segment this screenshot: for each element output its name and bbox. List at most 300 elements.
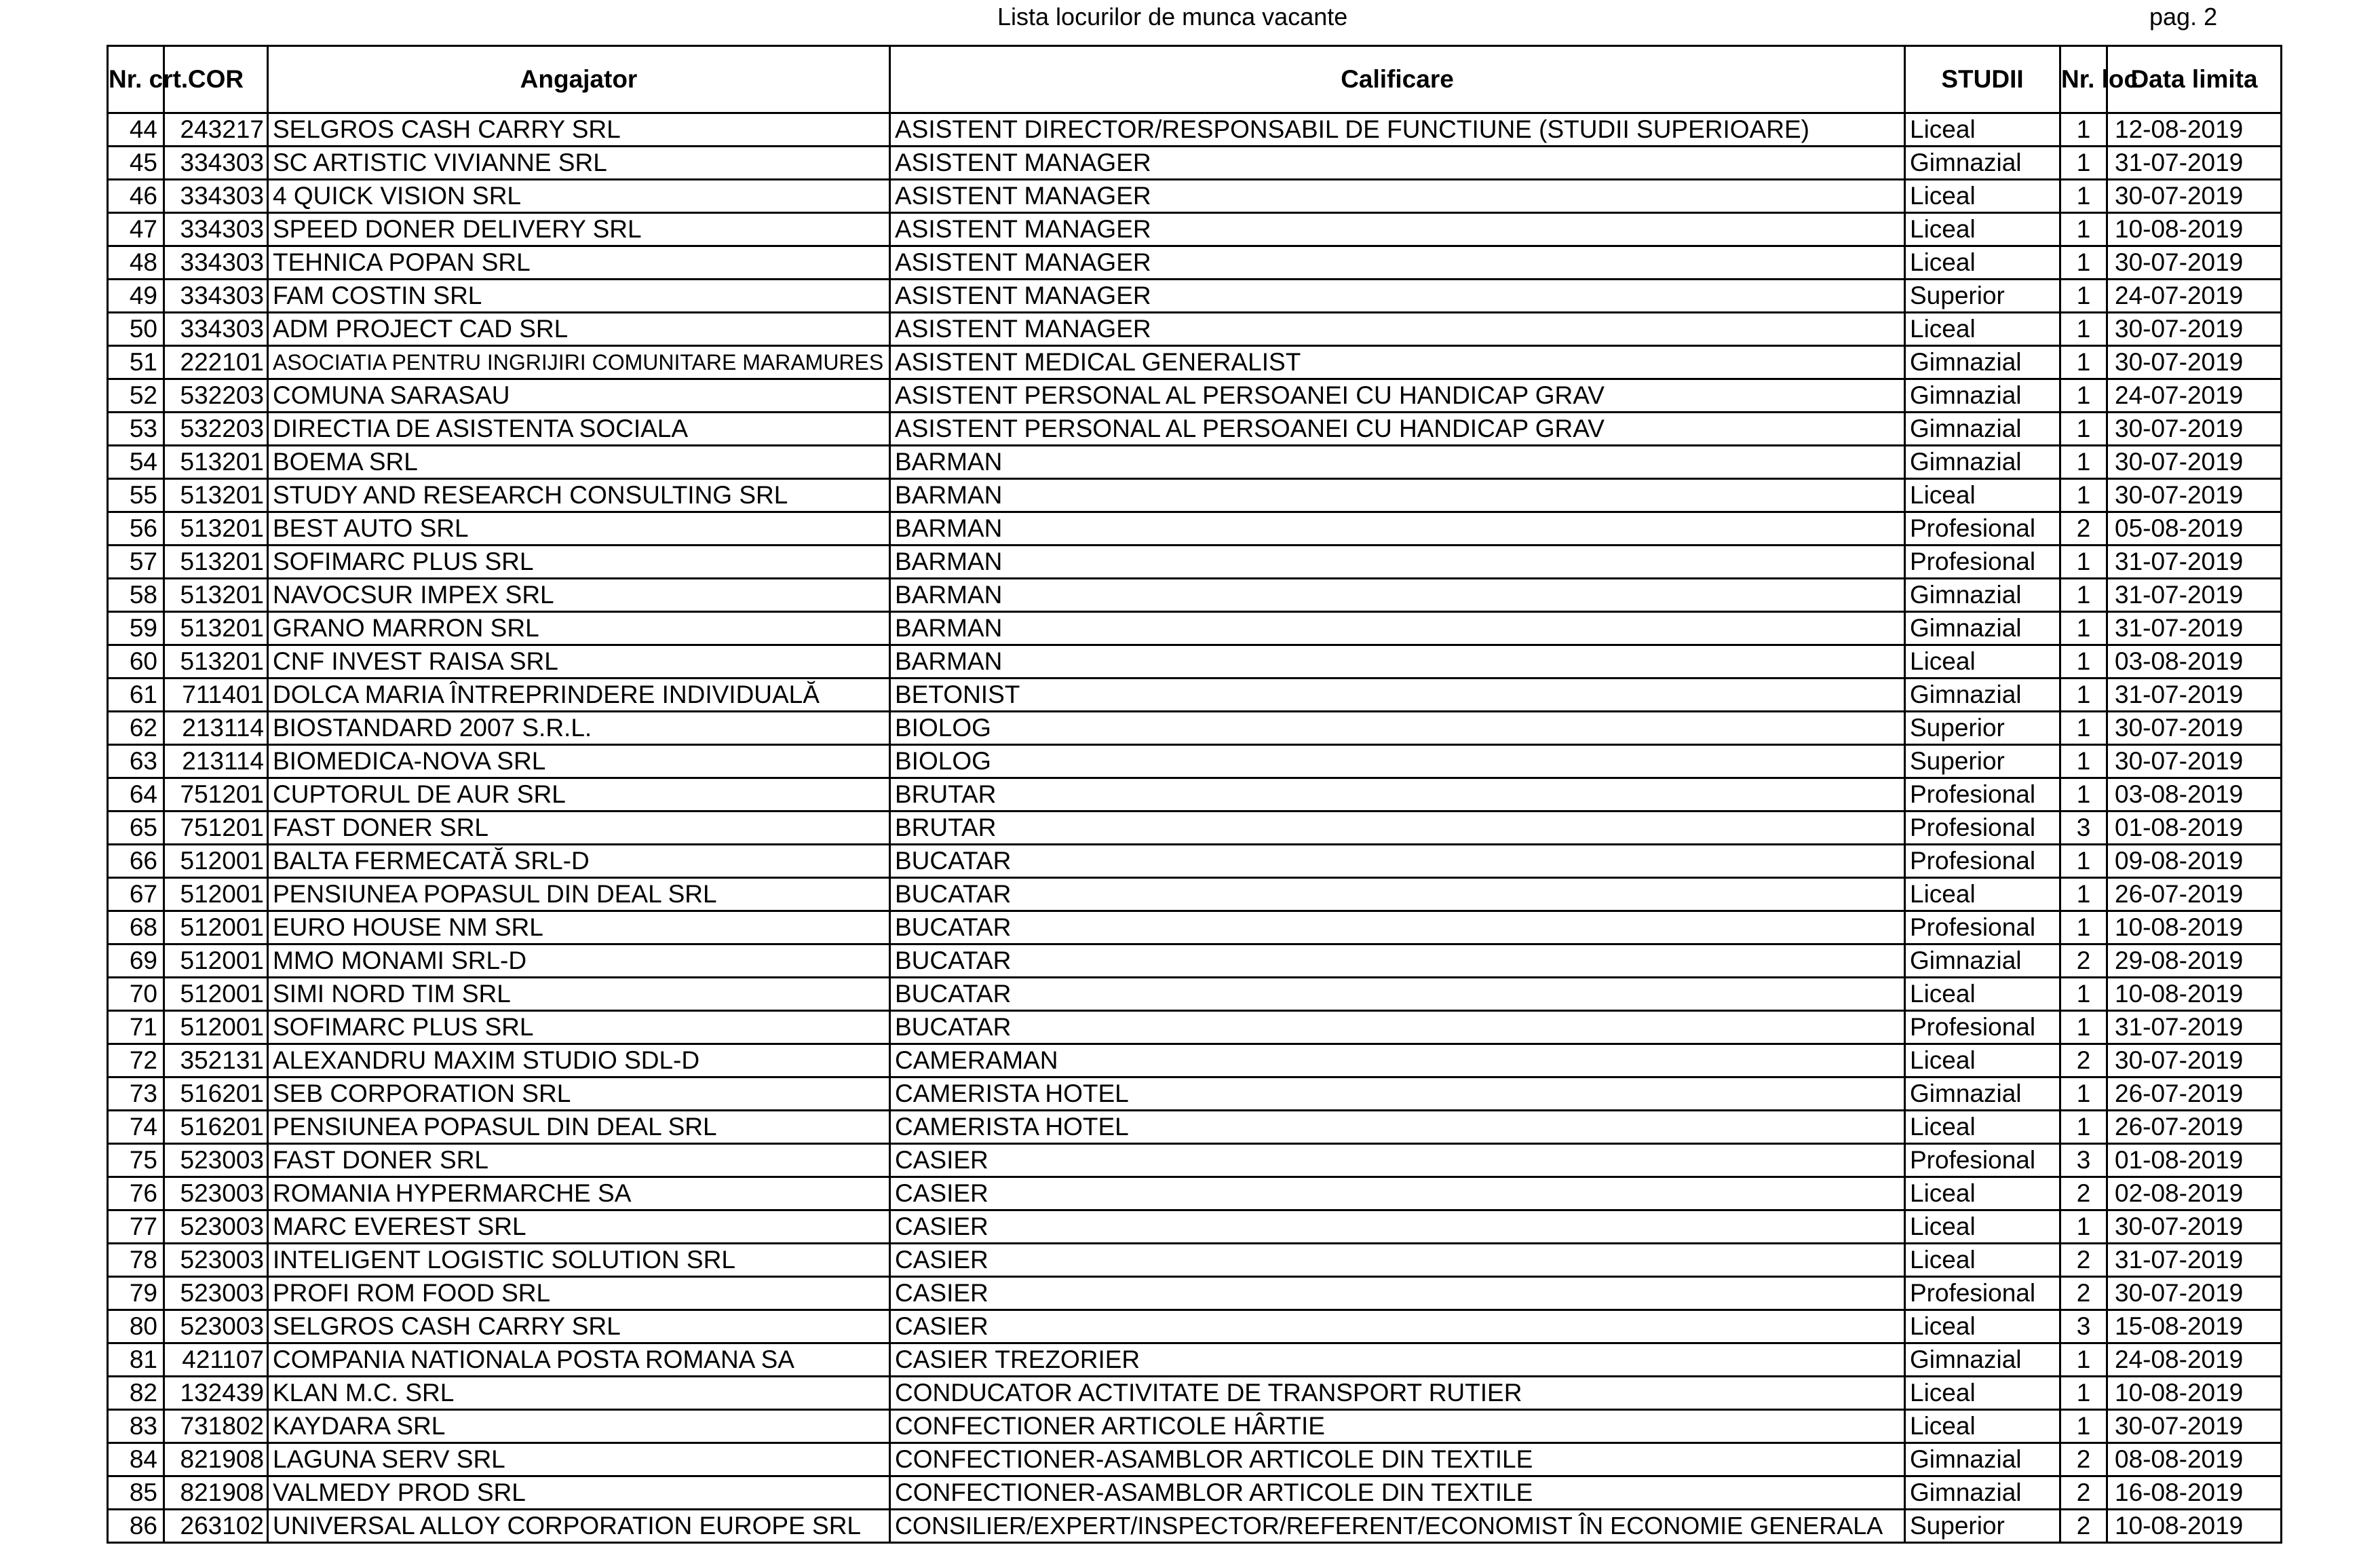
table-row	[108, 944, 2282, 978]
cell-calificare: BARMAN	[890, 512, 1905, 546]
cell-studii: Gimnazial	[1905, 579, 2060, 612]
cell-studii: Gimnazial	[1905, 1476, 2060, 1510]
cell-data-limita: 31-07-2019	[2107, 1011, 2282, 1044]
cell-nr-crt: 86	[108, 1510, 164, 1543]
cell-studii: Liceal	[1905, 313, 2060, 346]
cell-studii: Gimnazial	[1905, 147, 2060, 180]
cell-cor: 334303	[164, 313, 268, 346]
cell-nr-loc: 3	[2060, 811, 2107, 845]
cell-studii: Liceal	[1905, 246, 2060, 280]
cell-angajator: BOEMA SRL	[268, 446, 890, 479]
table-row	[108, 1510, 2282, 1543]
cell-calificare: ASISTENT MANAGER	[890, 147, 1905, 180]
cell-nr-crt: 63	[108, 745, 164, 778]
cell-data-limita: 31-07-2019	[2107, 1244, 2282, 1277]
cell-studii: Liceal	[1905, 645, 2060, 679]
cell-calificare: BARMAN	[890, 612, 1905, 645]
cell-nr-crt: 73	[108, 1077, 164, 1111]
cell-cor: 523003	[164, 1244, 268, 1277]
cell-calificare: CONFECTIONER-ASAMBLOR ARTICOLE DIN TEXTILE	[890, 1443, 1905, 1476]
table-row	[108, 1443, 2282, 1476]
cell-studii: Gimnazial	[1905, 944, 2060, 978]
cell-nr-loc: 1	[2060, 778, 2107, 811]
cell-data-limita: 03-08-2019	[2107, 645, 2282, 679]
cell-angajator: FAST DONER SRL	[268, 1144, 890, 1177]
cell-angajator: SEB CORPORATION SRL	[268, 1077, 890, 1111]
cell-data-limita: 02-08-2019	[2107, 1177, 2282, 1210]
cell-data-limita: 30-07-2019	[2107, 1210, 2282, 1244]
table-row	[108, 612, 2282, 645]
cell-studii: Superior	[1905, 280, 2060, 313]
table-row	[108, 1377, 2282, 1410]
cell-angajator: FAST DONER SRL	[268, 811, 890, 845]
cell-studii: Liceal	[1905, 1111, 2060, 1144]
cell-nr-loc: 1	[2060, 479, 2107, 512]
cell-studii: Liceal	[1905, 1310, 2060, 1343]
cell-cor: 513201	[164, 446, 268, 479]
cell-nr-loc: 1	[2060, 1343, 2107, 1377]
cell-calificare: CASIER	[890, 1177, 1905, 1210]
cell-calificare: BUCATAR	[890, 878, 1905, 911]
cell-nr-crt: 79	[108, 1277, 164, 1310]
cell-nr-crt: 65	[108, 811, 164, 845]
cell-angajator: EURO HOUSE NM SRL	[268, 911, 890, 944]
cell-nr-crt: 69	[108, 944, 164, 978]
table-row	[108, 1044, 2282, 1077]
cell-angajator: STUDY AND RESEARCH CONSULTING SRL	[268, 479, 890, 512]
cell-nr-loc: 2	[2060, 512, 2107, 546]
cell-nr-loc: 2	[2060, 1510, 2107, 1543]
cell-cor: 512001	[164, 944, 268, 978]
cell-data-limita: 26-07-2019	[2107, 1111, 2282, 1144]
cell-cor: 512001	[164, 1011, 268, 1044]
cell-angajator: TEHNICA POPAN SRL	[268, 246, 890, 280]
cell-cor: 213114	[164, 712, 268, 745]
cell-nr-crt: 76	[108, 1177, 164, 1210]
cell-cor: 213114	[164, 745, 268, 778]
cell-nr-crt: 51	[108, 346, 164, 379]
cell-calificare: ASISTENT MANAGER	[890, 180, 1905, 213]
cell-nr-loc: 1	[2060, 180, 2107, 213]
cell-studii: Liceal	[1905, 1210, 2060, 1244]
cell-cor: 532203	[164, 379, 268, 413]
cell-nr-loc: 1	[2060, 313, 2107, 346]
cell-studii: Profesional	[1905, 512, 2060, 546]
cell-data-limita: 30-07-2019	[2107, 712, 2282, 745]
cell-calificare: ASISTENT PERSONAL AL PERSOANEI CU HANDICAP GRAV	[890, 413, 1905, 446]
cell-studii: Liceal	[1905, 113, 2060, 147]
cell-angajator: SELGROS CASH CARRY SRL	[268, 113, 890, 147]
cell-calificare: CAMERAMAN	[890, 1044, 1905, 1077]
cell-cor: 352131	[164, 1044, 268, 1077]
cell-nr-crt: 46	[108, 180, 164, 213]
table-row	[108, 1410, 2282, 1443]
cell-nr-crt: 71	[108, 1011, 164, 1044]
cell-angajator: COMUNA SARASAU	[268, 379, 890, 413]
cell-nr-loc: 1	[2060, 379, 2107, 413]
cell-cor: 523003	[164, 1144, 268, 1177]
cell-studii: Profesional	[1905, 1277, 2060, 1310]
cell-studii: Liceal	[1905, 479, 2060, 512]
cell-nr-loc: 1	[2060, 246, 2107, 280]
cell-nr-crt: 60	[108, 645, 164, 679]
cell-nr-crt: 54	[108, 446, 164, 479]
cell-angajator: PENSIUNEA POPASUL DIN DEAL SRL	[268, 878, 890, 911]
cell-studii: Liceal	[1905, 180, 2060, 213]
cell-studii: Liceal	[1905, 1044, 2060, 1077]
cell-cor: 512001	[164, 911, 268, 944]
header-calificare: Calificare	[890, 46, 1905, 113]
cell-calificare: BRUTAR	[890, 778, 1905, 811]
cell-nr-loc: 1	[2060, 1011, 2107, 1044]
cell-data-limita: 24-07-2019	[2107, 280, 2282, 313]
cell-nr-loc: 1	[2060, 413, 2107, 446]
cell-cor: 243217	[164, 113, 268, 147]
cell-angajator: BEST AUTO SRL	[268, 512, 890, 546]
table-row	[108, 1111, 2282, 1144]
cell-angajator: DOLCA MARIA ÎNTREPRINDERE INDIVIDUALĂ	[268, 679, 890, 712]
cell-angajator: PROFI ROM FOOD SRL	[268, 1277, 890, 1310]
page-header	[0, 0, 2380, 34]
cell-data-limita: 08-08-2019	[2107, 1443, 2282, 1476]
cell-studii: Liceal	[1905, 978, 2060, 1011]
cell-nr-crt: 52	[108, 379, 164, 413]
table-row	[108, 346, 2282, 379]
cell-data-limita: 16-08-2019	[2107, 1476, 2282, 1510]
cell-data-limita: 31-07-2019	[2107, 147, 2282, 180]
cell-nr-crt: 53	[108, 413, 164, 446]
table-row	[108, 1277, 2282, 1310]
cell-cor: 334303	[164, 147, 268, 180]
cell-nr-crt: 49	[108, 280, 164, 313]
cell-calificare: ASISTENT DIRECTOR/RESPONSABIL DE FUNCTIUNE (STUDII SUPERIOARE)	[890, 113, 1905, 147]
cell-cor: 334303	[164, 213, 268, 246]
cell-calificare: ASISTENT MANAGER	[890, 280, 1905, 313]
cell-nr-crt: 72	[108, 1044, 164, 1077]
cell-data-limita: 30-07-2019	[2107, 479, 2282, 512]
cell-studii: Gimnazial	[1905, 612, 2060, 645]
cell-calificare: BARMAN	[890, 479, 1905, 512]
cell-calificare: CASIER	[890, 1277, 1905, 1310]
table-row	[108, 246, 2282, 280]
cell-angajator: BIOMEDICA-NOVA SRL	[268, 745, 890, 778]
cell-studii: Gimnazial	[1905, 1443, 2060, 1476]
cell-data-limita: 30-07-2019	[2107, 446, 2282, 479]
cell-calificare: CASIER	[890, 1210, 1905, 1244]
cell-calificare: BRUTAR	[890, 811, 1905, 845]
table-row	[108, 379, 2282, 413]
cell-calificare: BIOLOG	[890, 712, 1905, 745]
cell-nr-crt: 84	[108, 1443, 164, 1476]
cell-nr-loc: 1	[2060, 1077, 2107, 1111]
cell-nr-loc: 1	[2060, 280, 2107, 313]
cell-nr-loc: 1	[2060, 679, 2107, 712]
cell-studii: Gimnazial	[1905, 446, 2060, 479]
cell-angajator: CNF INVEST RAISA SRL	[268, 645, 890, 679]
cell-data-limita: 30-07-2019	[2107, 1410, 2282, 1443]
table-row	[108, 811, 2282, 845]
cell-cor: 751201	[164, 811, 268, 845]
cell-cor: 523003	[164, 1210, 268, 1244]
cell-nr-loc: 1	[2060, 579, 2107, 612]
cell-calificare: CONFECTIONER ARTICOLE HÂRTIE	[890, 1410, 1905, 1443]
cell-nr-crt: 74	[108, 1111, 164, 1144]
cell-data-limita: 10-08-2019	[2107, 911, 2282, 944]
cell-data-limita: 30-07-2019	[2107, 346, 2282, 379]
table-row	[108, 1244, 2282, 1277]
document-title: Lista locurilor de munca vacante	[997, 3, 1348, 31]
cell-nr-loc: 2	[2060, 1044, 2107, 1077]
table-row	[108, 679, 2282, 712]
table-row	[108, 479, 2282, 512]
cell-cor: 751201	[164, 778, 268, 811]
cell-cor: 523003	[164, 1277, 268, 1310]
cell-cor: 711401	[164, 679, 268, 712]
cell-data-limita: 30-07-2019	[2107, 745, 2282, 778]
cell-cor: 513201	[164, 579, 268, 612]
cell-studii: Gimnazial	[1905, 413, 2060, 446]
cell-calificare: BUCATAR	[890, 978, 1905, 1011]
table-row	[108, 1177, 2282, 1210]
cell-nr-crt: 83	[108, 1410, 164, 1443]
cell-cor: 421107	[164, 1343, 268, 1377]
cell-angajator: COMPANIA NATIONALA POSTA ROMANA SA	[268, 1343, 890, 1377]
cell-calificare: CONSILIER/EXPERT/INSPECTOR/REFERENT/ECONOMIST ÎN ECONOMIE GENERALA	[890, 1510, 1905, 1543]
cell-nr-loc: 1	[2060, 113, 2107, 147]
cell-calificare: BARMAN	[890, 446, 1905, 479]
cell-cor: 512001	[164, 878, 268, 911]
cell-cor: 523003	[164, 1310, 268, 1343]
cell-nr-loc: 1	[2060, 878, 2107, 911]
cell-studii: Profesional	[1905, 845, 2060, 878]
cell-data-limita: 26-07-2019	[2107, 1077, 2282, 1111]
cell-studii: Profesional	[1905, 546, 2060, 579]
cell-calificare: CASIER	[890, 1244, 1905, 1277]
cell-cor: 516201	[164, 1077, 268, 1111]
cell-cor: 222101	[164, 346, 268, 379]
cell-nr-loc: 3	[2060, 1310, 2107, 1343]
table-row	[108, 579, 2282, 612]
cell-calificare: ASISTENT PERSONAL AL PERSOANEI CU HANDICAP GRAV	[890, 379, 1905, 413]
cell-calificare: BUCATAR	[890, 911, 1905, 944]
table-row	[108, 1476, 2282, 1510]
cell-nr-crt: 45	[108, 147, 164, 180]
cell-nr-loc: 1	[2060, 346, 2107, 379]
cell-cor: 513201	[164, 612, 268, 645]
cell-nr-loc: 1	[2060, 1210, 2107, 1244]
cell-calificare: BIOLOG	[890, 745, 1905, 778]
cell-calificare: ASISTENT MANAGER	[890, 313, 1905, 346]
table-row	[108, 546, 2282, 579]
cell-cor: 132439	[164, 1377, 268, 1410]
cell-studii: Gimnazial	[1905, 1343, 2060, 1377]
table-row	[108, 213, 2282, 246]
cell-angajator: MARC EVEREST SRL	[268, 1210, 890, 1244]
cell-cor: 523003	[164, 1177, 268, 1210]
cell-data-limita: 10-08-2019	[2107, 1510, 2282, 1543]
cell-cor: 334303	[164, 180, 268, 213]
cell-calificare: BUCATAR	[890, 845, 1905, 878]
cell-angajator: SELGROS CASH CARRY SRL	[268, 1310, 890, 1343]
cell-nr-crt: 55	[108, 479, 164, 512]
cell-data-limita: 24-07-2019	[2107, 379, 2282, 413]
cell-nr-crt: 68	[108, 911, 164, 944]
cell-nr-loc: 1	[2060, 712, 2107, 745]
cell-angajator: BIOSTANDARD 2007 S.R.L.	[268, 712, 890, 745]
cell-studii: Profesional	[1905, 1144, 2060, 1177]
cell-nr-crt: 61	[108, 679, 164, 712]
cell-studii: Profesional	[1905, 911, 2060, 944]
header-studii: STUDII	[1905, 46, 2060, 113]
cell-studii: Gimnazial	[1905, 346, 2060, 379]
cell-calificare: CASIER TREZORIER	[890, 1343, 1905, 1377]
cell-cor: 513201	[164, 479, 268, 512]
cell-data-limita: 24-08-2019	[2107, 1343, 2282, 1377]
cell-nr-loc: 1	[2060, 1111, 2107, 1144]
cell-data-limita: 30-07-2019	[2107, 313, 2282, 346]
cell-nr-crt: 48	[108, 246, 164, 280]
cell-data-limita: 30-07-2019	[2107, 413, 2282, 446]
table-row	[108, 978, 2282, 1011]
cell-data-limita: 30-07-2019	[2107, 1277, 2282, 1310]
cell-angajator: DIRECTIA DE ASISTENTA SOCIALA	[268, 413, 890, 446]
cell-calificare: CASIER	[890, 1144, 1905, 1177]
cell-cor: 334303	[164, 280, 268, 313]
cell-studii: Superior	[1905, 1510, 2060, 1543]
cell-studii: Liceal	[1905, 1377, 2060, 1410]
cell-data-limita: 30-07-2019	[2107, 180, 2282, 213]
table-row	[108, 1011, 2282, 1044]
cell-calificare: BARMAN	[890, 645, 1905, 679]
cell-studii: Liceal	[1905, 878, 2060, 911]
table-row	[108, 778, 2282, 811]
cell-angajator: VALMEDY PROD SRL	[268, 1476, 890, 1510]
cell-cor: 512001	[164, 845, 268, 878]
table-row	[108, 313, 2282, 346]
cell-nr-loc: 1	[2060, 546, 2107, 579]
table-row	[108, 878, 2282, 911]
cell-nr-loc: 1	[2060, 1410, 2107, 1443]
cell-nr-crt: 44	[108, 113, 164, 147]
cell-studii: Superior	[1905, 745, 2060, 778]
cell-nr-crt: 57	[108, 546, 164, 579]
cell-angajator: BALTA FERMECATĂ SRL-D	[268, 845, 890, 878]
header-angajator: Angajator	[268, 46, 890, 113]
cell-calificare: ASISTENT MANAGER	[890, 213, 1905, 246]
cell-data-limita: 10-08-2019	[2107, 213, 2282, 246]
cell-angajator: ALEXANDRU MAXIM STUDIO SDL-D	[268, 1044, 890, 1077]
cell-studii: Liceal	[1905, 213, 2060, 246]
cell-cor: 334303	[164, 246, 268, 280]
cell-angajator: ROMANIA HYPERMARCHE SA	[268, 1177, 890, 1210]
cell-angajator: SIMI NORD TIM SRL	[268, 978, 890, 1011]
cell-nr-crt: 62	[108, 712, 164, 745]
cell-studii: Superior	[1905, 712, 2060, 745]
cell-cor: 263102	[164, 1510, 268, 1543]
cell-calificare: BUCATAR	[890, 1011, 1905, 1044]
table-row	[108, 180, 2282, 213]
cell-data-limita: 31-07-2019	[2107, 679, 2282, 712]
cell-nr-loc: 2	[2060, 1277, 2107, 1310]
cell-angajator: SC ARTISTIC VIVIANNE SRL	[268, 147, 890, 180]
cell-studii: Liceal	[1905, 1244, 2060, 1277]
cell-nr-crt: 78	[108, 1244, 164, 1277]
cell-calificare: ASISTENT MEDICAL GENERALIST	[890, 346, 1905, 379]
cell-calificare: CAMERISTA HOTEL	[890, 1077, 1905, 1111]
cell-nr-crt: 85	[108, 1476, 164, 1510]
table-row	[108, 645, 2282, 679]
table-body	[108, 113, 2282, 1543]
cell-angajator: 4 QUICK VISION SRL	[268, 180, 890, 213]
vacancies-table	[107, 45, 2282, 1544]
cell-angajator: FAM COSTIN SRL	[268, 280, 890, 313]
table-row	[108, 1077, 2282, 1111]
cell-nr-crt: 81	[108, 1343, 164, 1377]
cell-nr-loc: 1	[2060, 745, 2107, 778]
cell-nr-loc: 2	[2060, 1177, 2107, 1210]
table-row	[108, 512, 2282, 546]
cell-angajator: SOFIMARC PLUS SRL	[268, 546, 890, 579]
cell-angajator: ADM PROJECT CAD SRL	[268, 313, 890, 346]
cell-nr-loc: 1	[2060, 1377, 2107, 1410]
cell-nr-loc: 1	[2060, 978, 2107, 1011]
table-row	[108, 712, 2282, 745]
cell-cor: 513201	[164, 645, 268, 679]
cell-data-limita: 26-07-2019	[2107, 878, 2282, 911]
table-row	[108, 446, 2282, 479]
cell-nr-crt: 67	[108, 878, 164, 911]
cell-angajator: KAYDARA SRL	[268, 1410, 890, 1443]
cell-nr-loc: 2	[2060, 1443, 2107, 1476]
table-header-row	[108, 46, 2282, 113]
cell-data-limita: 29-08-2019	[2107, 944, 2282, 978]
table-row	[108, 845, 2282, 878]
cell-nr-crt: 56	[108, 512, 164, 546]
cell-studii: Liceal	[1905, 1177, 2060, 1210]
cell-nr-crt: 77	[108, 1210, 164, 1244]
cell-data-limita: 15-08-2019	[2107, 1310, 2282, 1343]
cell-nr-crt: 66	[108, 845, 164, 878]
cell-calificare: ASISTENT MANAGER	[890, 246, 1905, 280]
table-row	[108, 147, 2282, 180]
cell-nr-loc: 1	[2060, 645, 2107, 679]
cell-data-limita: 10-08-2019	[2107, 978, 2282, 1011]
cell-cor: 513201	[164, 512, 268, 546]
header-cor: COR	[164, 46, 268, 113]
cell-calificare: BETONIST	[890, 679, 1905, 712]
cell-calificare: CONDUCATOR ACTIVITATE DE TRANSPORT RUTIER	[890, 1377, 1905, 1410]
cell-angajator: SPEED DONER DELIVERY SRL	[268, 213, 890, 246]
table-row	[108, 113, 2282, 147]
cell-cor: 516201	[164, 1111, 268, 1144]
cell-data-limita: 31-07-2019	[2107, 546, 2282, 579]
cell-cor: 513201	[164, 546, 268, 579]
table-row	[108, 1144, 2282, 1177]
cell-data-limita: 30-07-2019	[2107, 1044, 2282, 1077]
cell-cor: 731802	[164, 1410, 268, 1443]
cell-angajator: UNIVERSAL ALLOY CORPORATION EUROPE SRL	[268, 1510, 890, 1543]
table-row	[108, 745, 2282, 778]
cell-nr-loc: 2	[2060, 944, 2107, 978]
cell-angajator: NAVOCSUR IMPEX SRL	[268, 579, 890, 612]
cell-data-limita: 10-08-2019	[2107, 1377, 2282, 1410]
cell-data-limita: 03-08-2019	[2107, 778, 2282, 811]
table-row	[108, 280, 2282, 313]
cell-cor: 532203	[164, 413, 268, 446]
cell-cor: 821908	[164, 1476, 268, 1510]
header-data-limita: Data limita	[2107, 46, 2282, 113]
cell-nr-crt: 80	[108, 1310, 164, 1343]
